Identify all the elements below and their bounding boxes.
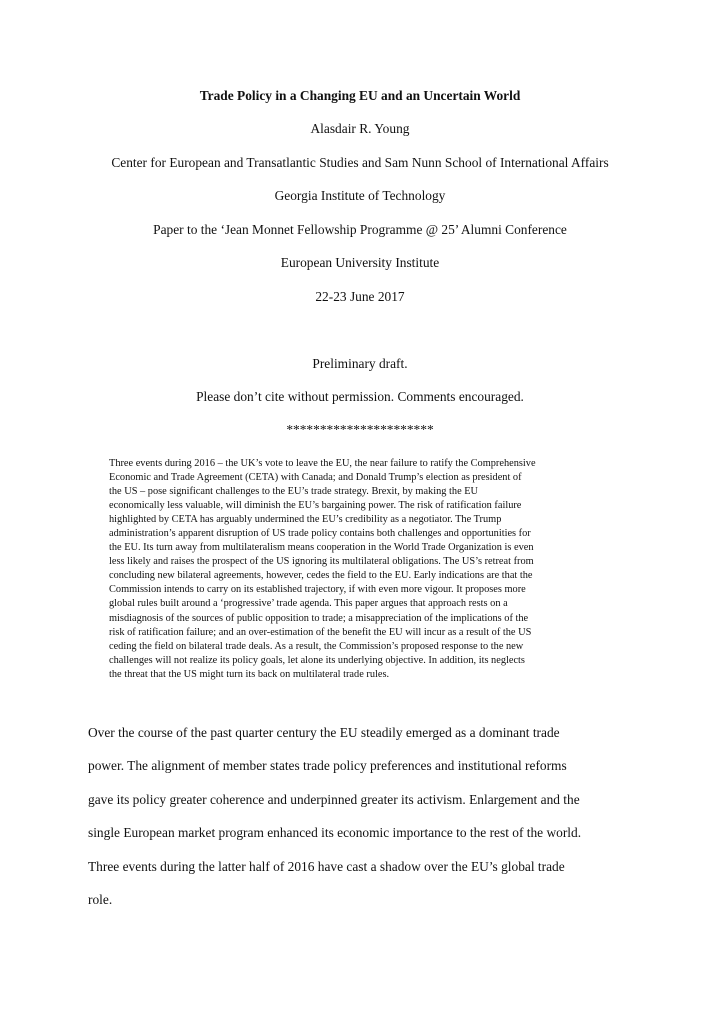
abstract-line: concluding new bilateral agreements, however, cedes the field to the EU. Early indications are that the [109, 570, 533, 582]
abstract-line: Economic and Trade Agreement (CETA) with Canada; and Donald Trump’s election as president of [109, 472, 522, 484]
body-line: power. The alignment of member states trade policy preferences and institutional reforms [88, 758, 567, 774]
abstract-line: less likely and raises the prospect of the US ignoring its multilateral obligations. The US’s retreat from [109, 556, 534, 568]
abstract-line: administration’s apparent disruption of US trade policy contains both challenges and opportunities for [109, 528, 531, 540]
section-separator: ********************** [286, 422, 434, 437]
author-name: Alasdair R. Young [310, 121, 410, 136]
body-paragraph [88, 725, 648, 925]
abstract-line: Three events during 2016 – the UK’s vote to leave the EU, the near failure to ratify the Comprehensive [109, 458, 536, 469]
body-line: Three events during the latter half of 2016 have cast a shadow over the EU’s global trade [88, 858, 565, 874]
citation-note: Please don’t cite without permission. Comments encouraged. [196, 389, 524, 404]
conference-note: Paper to the ‘Jean Monnet Fellowship Programme @ 25’ Alumni Conference [153, 222, 567, 237]
venue: European University Institute [280, 255, 440, 270]
abstract-line: Commission intends to carry on its established trajectory, if with even more vigour. It proposes more [109, 584, 526, 596]
abstract-line: misdiagnosis of the sources of public opposition to trade; a misappreciation of the implications of the [109, 612, 529, 624]
body-line: single European market program enhanced its economic importance to the rest of the world. [88, 825, 582, 841]
author-affiliation: Center for European and Transatlantic Studies and Sam Nunn School of International Affairs [111, 155, 609, 170]
abstract-line: global rules built around a ‘progressive’ trade agenda. This paper argues that approach rests on a [109, 598, 508, 610]
conference-date: 22-23 June 2017 [315, 289, 405, 304]
abstract [109, 457, 629, 682]
abstract-line: risk of ratification failure; and an over-estimation of the benefit the EU will incur as a result of the US [109, 626, 532, 638]
abstract-line: the US – pose significant challenges to the EU’s trade strategy. Brexit, by making the EU [109, 486, 479, 498]
body-line: Over the course of the past quarter century the EU steadily emerged as a dominant trade [88, 725, 560, 740]
body-line: role. [88, 891, 113, 907]
abstract-line: highlighted by CETA has arguably undermined the EU’s credibility as a negotiator. The Trump [109, 514, 502, 526]
body-line: gave its policy greater coherence and underpinned greater its activism. Enlargement and the [88, 791, 580, 807]
institution: Georgia Institute of Technology [274, 188, 446, 203]
paper-title: Trade Policy in a Changing EU and an Uncertain World [199, 88, 521, 103]
abstract-line: the threat that the US might turn its back on multilateral trade rules. [109, 668, 390, 680]
draft-note: Preliminary draft. [312, 356, 408, 371]
abstract-line: ceding the field on bilateral trade deals. As a result, the Commission’s proposed response to the new [109, 640, 524, 652]
abstract-line: economically less valuable, will diminish the EU’s bargaining power. The risk of ratification failure [109, 500, 522, 512]
abstract-line: the EU. Its turn away from multilateralism means cooperation in the World Trade Organization is even [109, 542, 534, 554]
abstract-line: challenges will not realize its policy goals, let alone its underlying objective. In addition, its neglects [109, 654, 525, 666]
